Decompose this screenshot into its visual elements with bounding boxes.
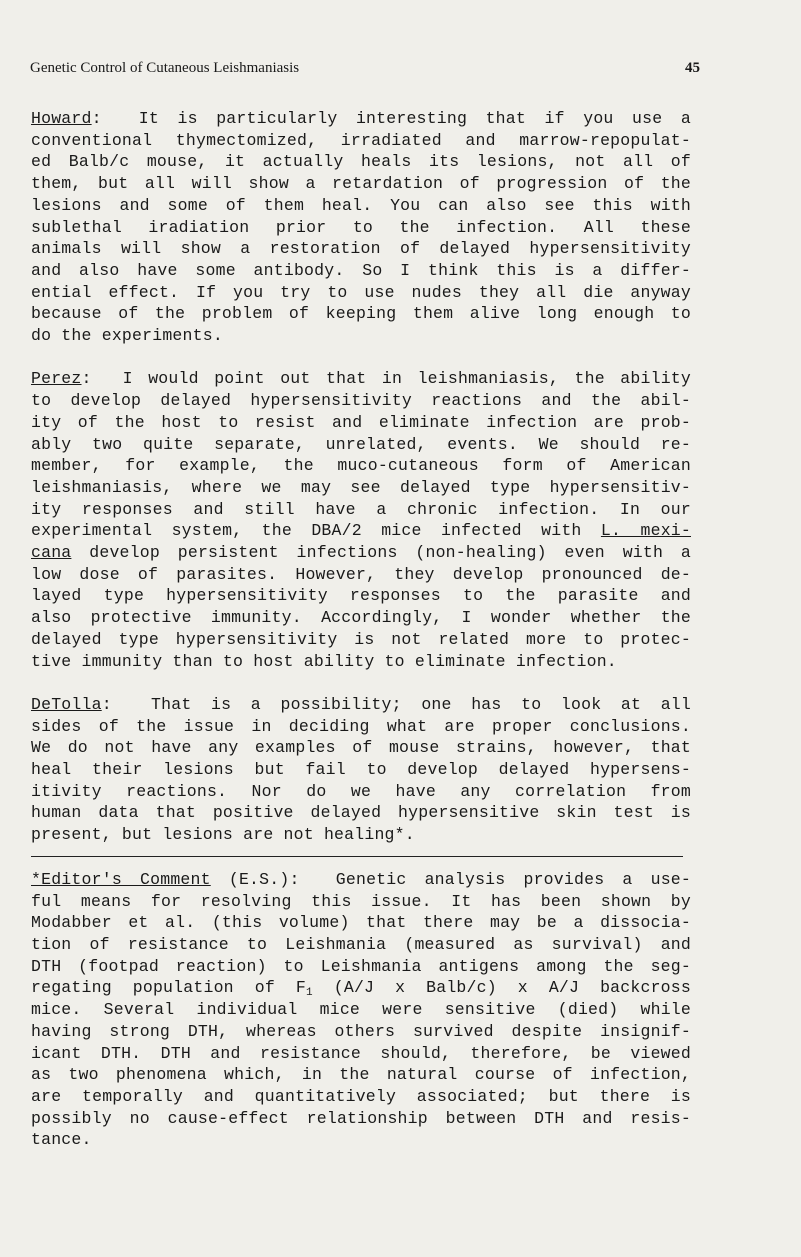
text-line-content: Genetic analysis provides a use- bbox=[335, 869, 691, 889]
page-number: 45 bbox=[685, 60, 700, 76]
text-line: them, but all will show a retardation of progression of the bbox=[31, 174, 691, 194]
text-line: ity of the host to resist and eliminate infection are prob- bbox=[31, 412, 691, 432]
text-line: ity responses and still have a chronic infection. In our bbox=[31, 499, 691, 519]
text-line: We do not have any examples of mouse strains, however, that bbox=[31, 738, 691, 758]
text-line: present, but lesions are not healing*. bbox=[31, 825, 415, 845]
text-line bbox=[31, 869, 691, 891]
text-line-content: develop persistent infections (non-healing) even with a bbox=[89, 543, 692, 563]
text-line: human data that positive delayed hypersensitive skin test is bbox=[31, 803, 691, 823]
text-line: to develop delayed hypersensitivity reactions and the abil- bbox=[31, 391, 691, 411]
editor-label: *Editor's Comment bbox=[31, 869, 211, 889]
text-line-content: That is a possibility; one has to look at all bbox=[151, 694, 691, 714]
text-line: sublethal iradiation prior to the infection. All these bbox=[31, 217, 691, 237]
running-title: Genetic Control of Cutaneous Leishmaniasis bbox=[30, 60, 300, 76]
text-line: because of the problem of keeping them alive long enough to bbox=[31, 304, 691, 324]
editor-comment bbox=[31, 869, 691, 1151]
text-line: possibly no cause-effect relationship between DTH and resis- bbox=[31, 1108, 691, 1128]
species-name: L. mexi- bbox=[600, 521, 691, 541]
text-line: icant DTH. DTH and resistance should, therefore, be viewed bbox=[31, 1043, 691, 1063]
paragraph-perez bbox=[31, 368, 691, 672]
paragraph-detolla bbox=[31, 694, 691, 846]
paragraph-howard bbox=[31, 108, 691, 347]
text-line-content: (A/J x Balb/c) x A/J backcross bbox=[333, 978, 691, 998]
text-line-content: regating population of F bbox=[31, 978, 306, 998]
text-line: tion of resistance to Leishmania (measured as survival) and bbox=[31, 934, 691, 954]
text-line: animals will show a restoration of delayed hypersensitivity bbox=[31, 239, 691, 259]
text-line: also protective immunity. Accordingly, I wonder whether the bbox=[31, 608, 691, 628]
text-line-content: experimental system, the DBA/2 mice infected with bbox=[31, 521, 582, 541]
text-line: lesions and some of them heal. You can also see this with bbox=[31, 195, 691, 215]
species-name-cont: cana bbox=[31, 543, 72, 563]
text-line: ful means for resolving this issue. It has been shown by bbox=[31, 891, 691, 911]
text-line: Modabber et al. (this volume) that there may be a dissocia- bbox=[31, 913, 691, 933]
text-line: ed Balb/c mouse, it actually heals its lesions, not all of bbox=[31, 152, 691, 172]
speaker-detolla: DeTolla bbox=[31, 694, 102, 714]
text-line: heal their lesions but fail to develop delayed hypersens- bbox=[31, 760, 691, 780]
subscript: 1 bbox=[305, 987, 313, 1000]
text-line: Howard: It is particularly interesting that if you use a bbox=[31, 109, 691, 128]
text-line bbox=[31, 542, 691, 564]
editor-initials: (E.S.): bbox=[228, 869, 300, 889]
text-line bbox=[31, 520, 691, 542]
text-line: mice. Several individual mice were sensitive (died) while bbox=[31, 1000, 691, 1020]
text-line: and also have some antibody. So I think this is a differ- bbox=[31, 260, 691, 280]
text-line: Perez: I would point out that in leishmaniasis, the ability bbox=[31, 369, 691, 389]
text-line: member, for example, the muco-cutaneous form of American bbox=[31, 456, 691, 476]
text-line: DeTolla: That is a possibility; one has to look at all bbox=[31, 694, 691, 714]
text-line: ential effect. If you try to use nudes they all die anyway bbox=[31, 282, 691, 302]
text-line-content: It is particularly interesting that if you use a bbox=[138, 109, 691, 128]
text-line: layed type hypersensitivity responses to the parasite and bbox=[31, 586, 691, 606]
text-line: delayed type hypersensitivity is not related more to protec- bbox=[31, 629, 691, 649]
text-line: as two phenomena which, in the natural course of infection, bbox=[31, 1065, 691, 1085]
running-header bbox=[30, 60, 706, 82]
discussion-body bbox=[31, 108, 691, 1151]
text-line: tance. bbox=[31, 1130, 92, 1150]
text-line: low dose of parasites. However, they develop pronounced de- bbox=[31, 564, 691, 584]
text-line-content: I would point out that in leishmaniasis, the ability bbox=[122, 369, 691, 389]
text-line bbox=[31, 977, 691, 999]
text-line: tive immunity than to host ability to eliminate infection. bbox=[31, 651, 617, 671]
speaker-howard: Howard bbox=[31, 109, 92, 128]
text-line: conventional thymectomized, irradiated and marrow-repopulat- bbox=[31, 130, 691, 150]
text-line: leishmaniasis, where we may see delayed type hypersensitiv- bbox=[31, 477, 691, 497]
footnote-divider bbox=[31, 856, 683, 857]
text-line: DTH (footpad reaction) to Leishmania antigens among the seg- bbox=[31, 956, 691, 976]
text-line: ably two quite separate, unrelated, events. We should re- bbox=[31, 434, 691, 454]
text-line: having strong DTH, whereas others survived despite insignif- bbox=[31, 1021, 691, 1041]
text-line: sides of the issue in deciding what are proper conclusions. bbox=[31, 716, 691, 736]
text-line: do the experiments. bbox=[31, 326, 223, 346]
text-line: are temporally and quantitatively associated; but there is bbox=[31, 1086, 691, 1106]
text-line: itivity reactions. Nor do we have any correlation from bbox=[31, 781, 691, 801]
speaker-perez: Perez bbox=[31, 369, 82, 389]
